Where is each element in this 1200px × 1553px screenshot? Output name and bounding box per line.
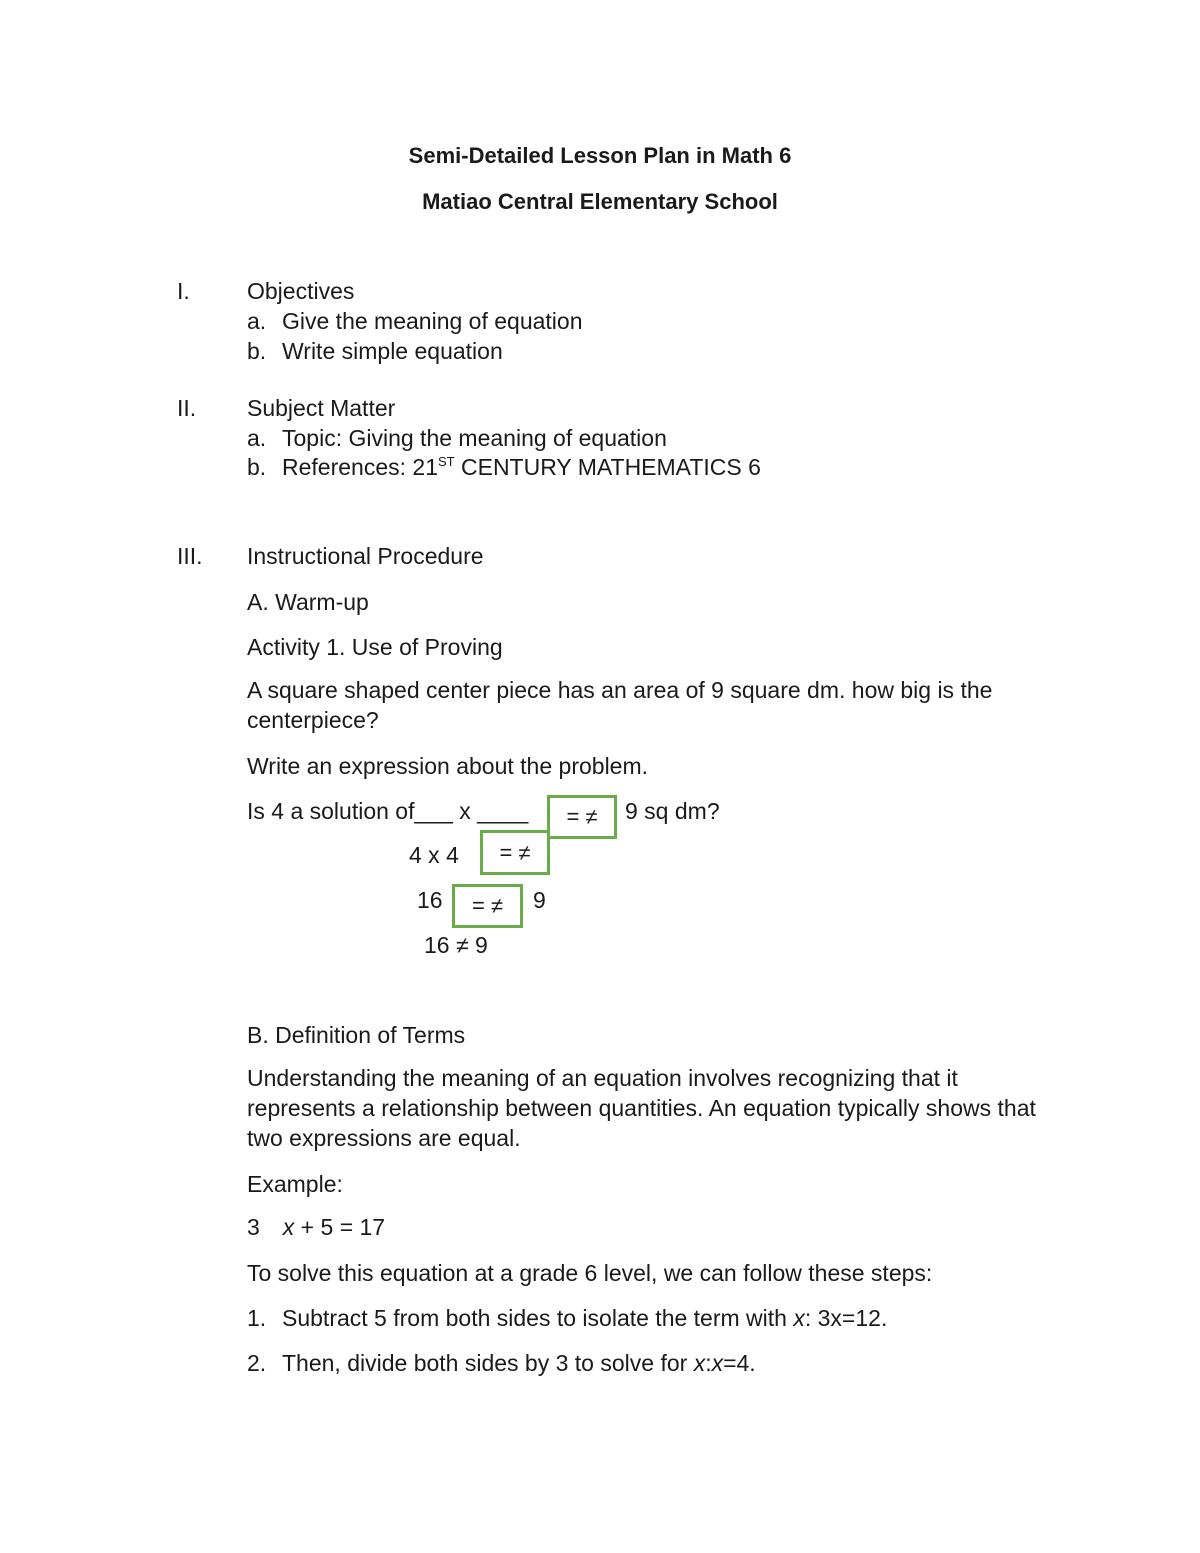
step-2-number: 2. [247, 1350, 267, 1376]
problem-text: A square shaped center piece has an area of 9 square dm. how big is the centerpiece? [247, 677, 993, 733]
step-2-variable-1: x [693, 1350, 706, 1376]
subject-a-letter: a. [247, 425, 267, 451]
row2-left: 4 x 4 [409, 842, 459, 868]
example-label: Example: [247, 1171, 343, 1197]
subject-references [282, 456, 761, 479]
definition-heading: B. Definition of Terms [247, 1022, 466, 1048]
subject-b-letter: b. [247, 454, 267, 480]
subject-topic: Topic: Giving the meaning of equation [282, 425, 667, 451]
section-3-number: III. [177, 543, 203, 569]
step-2-colon: : [705, 1350, 712, 1376]
conclusion-row: 16 ≠ 9 [424, 932, 488, 958]
page-title: Semi-Detailed Lesson Plan in Math 6 [408, 143, 792, 168]
step-2-pre: Then, divide both sides by 3 to solve for [282, 1350, 694, 1376]
definition-paragraph: Understanding the meaning of an equation involves recognizing that it represents a relationship between quantities. An equation typically shows that two expressions are equal. [247, 1065, 1036, 1151]
section-2-heading: Subject Matter [247, 395, 396, 421]
step-1-variable: x [793, 1305, 805, 1331]
step-1-post: : 3x=12. [804, 1305, 888, 1331]
step-2-post: =4. [723, 1350, 756, 1376]
step-1-text [282, 1307, 887, 1330]
instruction-text: Write an expression about the problem. [247, 753, 649, 779]
question-prefix: Is 4 a solution of___ x ____ [247, 798, 529, 824]
step-1-number: 1. [247, 1305, 267, 1331]
section-1-heading: Objectives [247, 278, 355, 304]
references-title: CENTURY MATHEMATICS 6 [454, 454, 761, 480]
school-name: Matiao Central Elementary School [422, 189, 778, 214]
objective-b-text: Write simple equation [282, 338, 503, 364]
step-1-pre: Subtract 5 from both sides to isolate the term with [282, 1305, 794, 1331]
example-equation [247, 1216, 385, 1239]
steps-intro: To solve this equation at a grade 6 level, we can follow these steps: [247, 1260, 933, 1286]
equality-box-3: = ≠ [452, 884, 523, 928]
section-3-heading: Instructional Procedure [247, 543, 484, 569]
step-2-text [282, 1352, 756, 1375]
references-label: References: 21 [282, 454, 438, 480]
equality-box-1: = ≠ [547, 795, 617, 839]
question-suffix: 9 sq dm? [625, 798, 720, 824]
example-rest: + 5 = 17 [294, 1214, 386, 1240]
objective-a-text: Give the meaning of equation [282, 308, 583, 334]
warmup-heading: A. Warm-up [247, 589, 369, 615]
references-superscript: ST [437, 454, 455, 469]
row3-left: 16 [417, 887, 443, 913]
row3-right: 9 [533, 887, 546, 913]
example-variable: x [282, 1214, 295, 1240]
section-2-number: II. [177, 395, 197, 421]
objective-b-letter: b. [247, 338, 267, 364]
equality-box-2: = ≠ [480, 830, 550, 875]
example-coefficient: 3 [247, 1214, 260, 1240]
step-2-variable-2: x [711, 1350, 724, 1376]
section-1-number: I. [177, 278, 190, 304]
objective-a-letter: a. [247, 308, 267, 334]
activity-title: Activity 1. Use of Proving [247, 634, 503, 660]
